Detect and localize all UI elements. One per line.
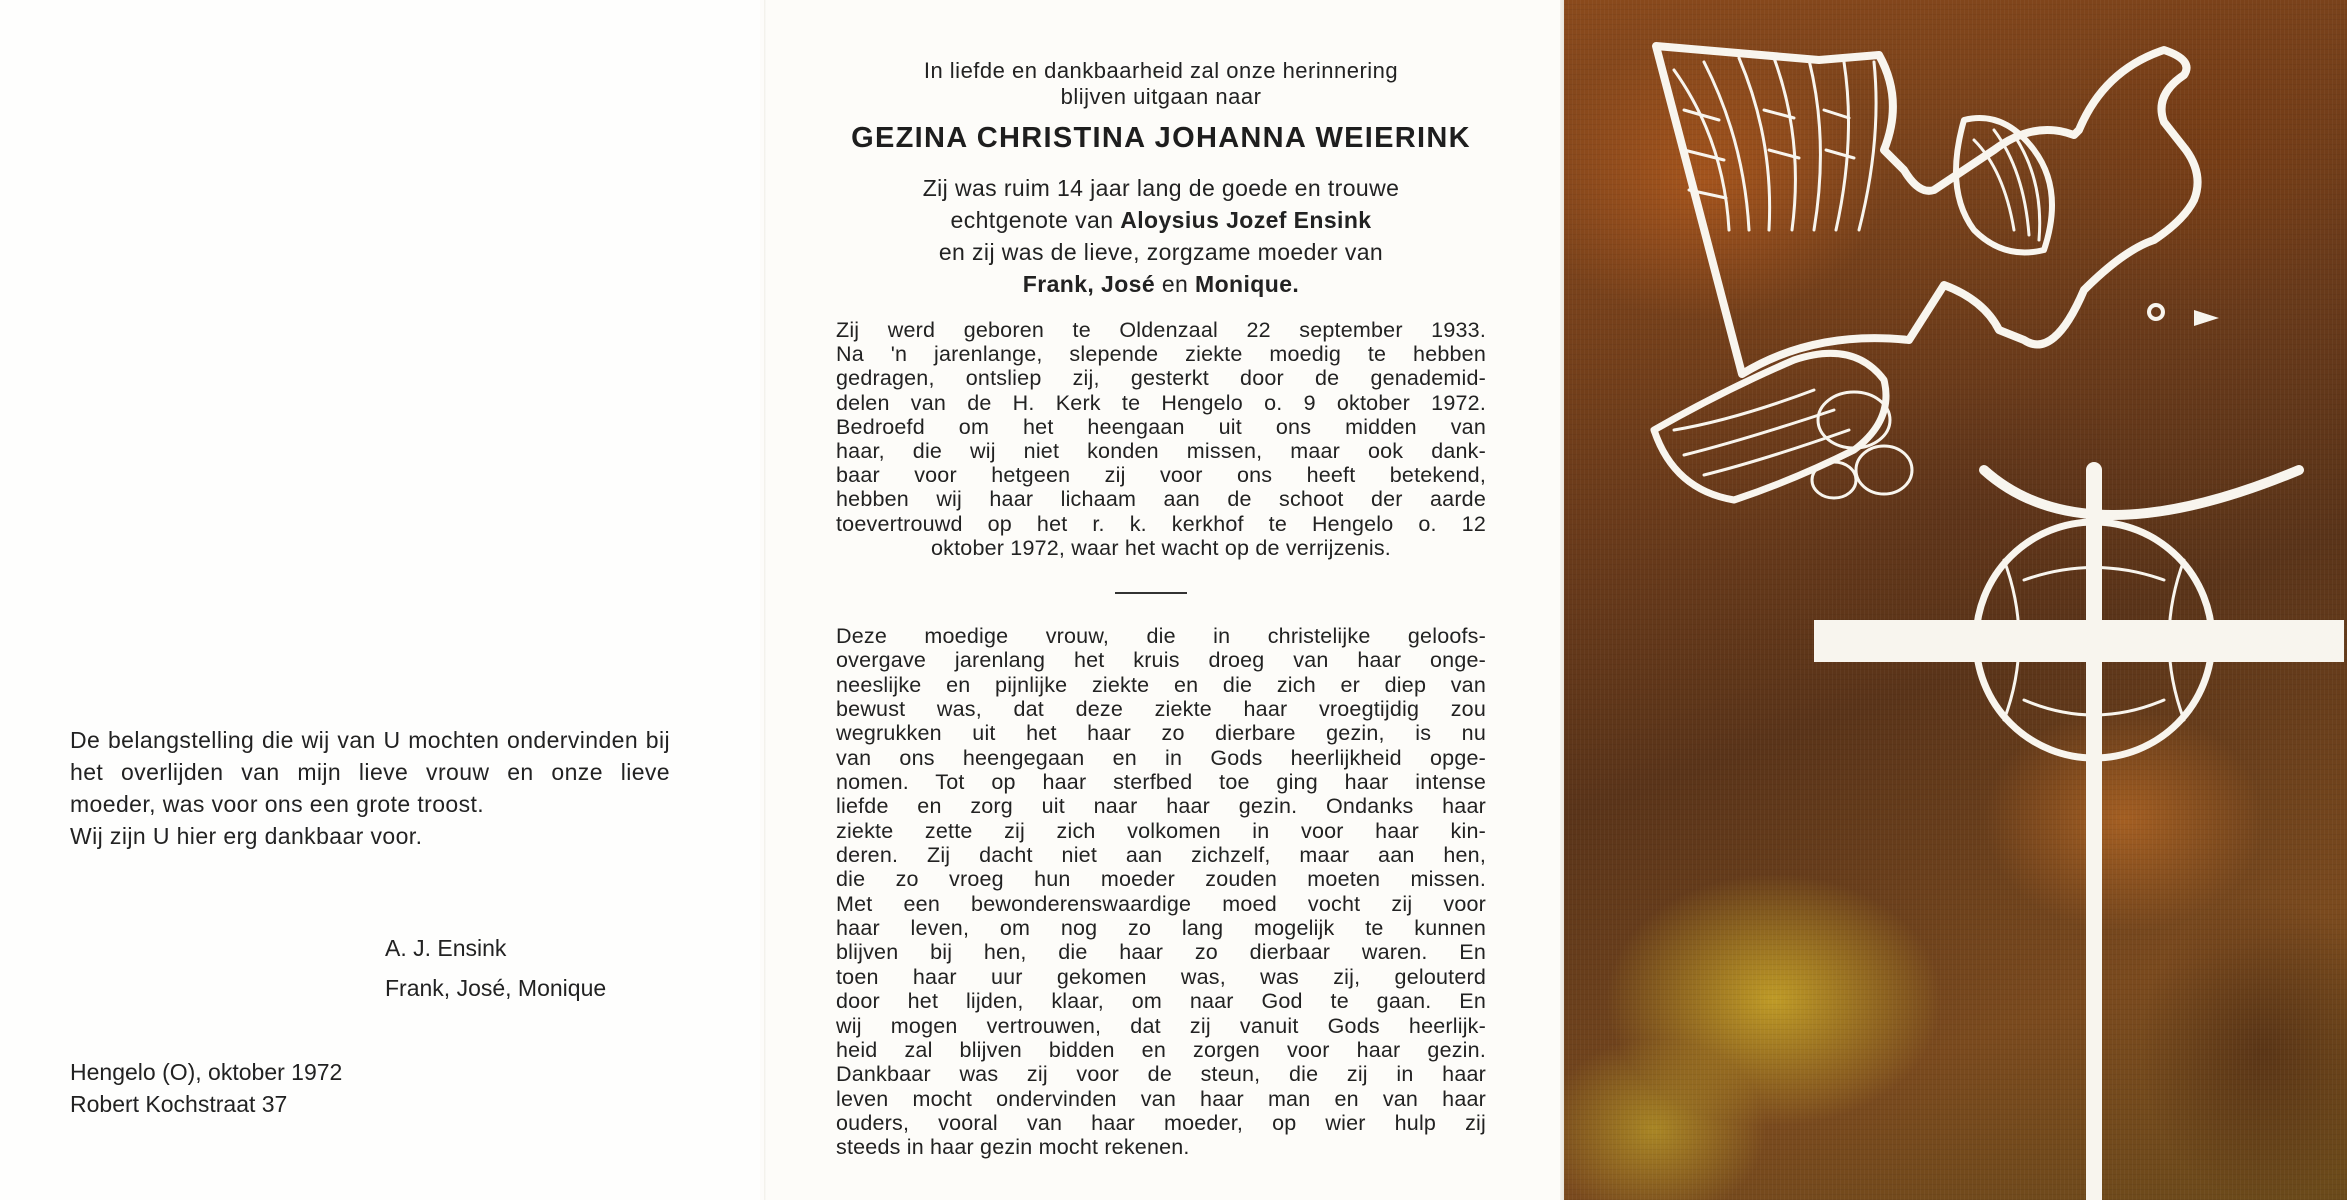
paragraph-line: Na 'n jarenlange, slepende ziekte moedig te hebben [836,342,1486,367]
street-address: Robert Kochstraat 37 [70,1091,288,1117]
family-line: en zij was de lieve, zorgzame moeder van [938,239,1384,265]
dove-and-cross-illustration [1564,0,2347,1200]
lower-wing-feathers [1674,390,1912,498]
paragraph-line: toen haar uur gekomen was, was zij, gelouterd [836,964,1486,989]
artwork-panel [1564,0,2347,1200]
paragraph-line: wegrukken uit het haar zo dierbare gezin, is nu [836,721,1486,746]
paragraph-line: Met een bewonderenswaardige moed vocht zij voor [836,891,1486,916]
dove-tail-curve [1984,470,2299,515]
child-name: Frank, [1022,271,1095,297]
paragraph-line: toevertrouwd op het r. k. kerkhof te Hengelo o. 12 [836,511,1486,536]
paragraph-line: deren. Zij dacht niet aan zichzelf, maar aan hen, [836,843,1486,868]
signer-children: Frank, José, Monique [385,975,607,1001]
paragraph-line: door het lijden, klaar, om naar God te gaan. En [836,989,1486,1014]
paragraph-line: liefde en zorg uit naar haar gezin. Ondanks haar [836,794,1486,819]
dove-second-wing [1956,118,2052,253]
paragraph-line: steeds in haar gezin mocht rekenen. [836,1135,1190,1160]
signer-husband: A. J. Ensink [385,935,507,961]
intro-line: blijven uitgaan naar [1060,84,1262,109]
paragraph-line: die zo vroeg hun moeder zouden moeten missen. [836,867,1486,892]
biography-paragraph [836,318,1486,560]
paragraph-line: wij mogen vertrouwen, dat zij vanuit Gods heerlijk- [836,1013,1486,1038]
children-line [836,268,1486,300]
paragraph-line: neeslijke en pijnlijke ziekte en die zich er diep van [836,672,1486,697]
paragraph-line: blijven bij hen, die haar zo dierbaar waren. En [836,940,1486,965]
cross-horizontal-beam [1814,620,2344,662]
paragraph-line: oktober 1972, waar het wacht op de verrijzenis. [931,535,1391,560]
family-line [836,204,1486,236]
middle-panel [766,0,1560,1200]
dove-body-outline [1656,46,2198,374]
paragraph-line: bewust was, dat deze ziekte haar vroegtijdig zou [836,697,1486,722]
husband-name: Aloysius Jozef Ensink [1120,207,1372,233]
paragraph-line: Zij werd geboren te Oldenzaal 22 september 1933. [836,318,1486,342]
intro-text [836,58,1486,110]
thank-you-message [70,724,670,852]
signers [385,928,685,1008]
paragraph-line: Deze moedige vrouw, die in christelijke geloofs- [836,624,1486,648]
conjunction: en [1161,271,1189,297]
paragraph-line: leven mocht ondervinden van haar man en van haar [836,1086,1486,1111]
family-relations [836,172,1486,300]
divider-line [1115,592,1187,594]
paragraph-line: delen van de H. Kerk te Hengelo o. 9 oktober 1972. [836,390,1486,415]
paragraph-line: ouders, vooral van haar moeder, op wier hulp zij [836,1110,1486,1135]
paragraph-line: gedragen, ontsliep zij, gesterkt door de genademid- [836,366,1486,391]
deceased-name: GEZINA CHRISTINA JOHANNA WEIERINK [851,122,1471,154]
paragraph-line: haar, die wij niet konden missen, maar ook dank- [836,439,1486,464]
paragraph-line: van ons heengegaan en in Gods heerlijkheid opge- [836,745,1486,770]
thanks-line: Wij zijn U hier erg dankbaar voor. [70,823,423,849]
place-date: Hengelo (O), oktober 1972 [70,1059,343,1085]
left-panel [0,0,760,1200]
upper-wing-feathers [1674,58,1876,230]
intro-line: In liefde en dankbaarheid zal onze herinnering [923,58,1399,83]
paragraph-line: overgave jarenlang het kruis droeg van haar onge- [836,648,1486,673]
spouse-prefix: echtgenote van [950,207,1114,233]
paragraph-line: heid zal blijven bidden en zorgen voor haar gezin. [836,1037,1486,1062]
paragraph-line: Bedroefd om het heengaan uit ons midden van [836,414,1486,439]
dove-beak [2194,310,2219,326]
child-name: José [1101,271,1156,297]
thanks-line: De belangstelling die wij van U mochten ondervinden bij het overlijden van mijn lieve vrouw en onze lieve moeder, was voor ons een grote troost. [70,727,670,817]
paragraph-line: ziekte zette zij zich volkomen in voor haar kin- [836,818,1486,843]
family-line: Zij was ruim 14 jaar lang de goede en trouwe [922,175,1400,201]
dove-eye [2149,305,2163,319]
paragraph-line: hebben wij haar lichaam aan de schoot der aarde [836,487,1486,512]
child-name: Monique. [1195,271,1300,297]
paragraph-line: Dankbaar was zij voor de steun, die zij in haar [836,1062,1486,1087]
place-date-address [70,1056,342,1120]
paragraph-line: baar voor hetgeen zij voor ons heeft betekend, [836,463,1486,488]
paragraph-line: haar leven, om nog zo lang mogelijk te kunnen [836,916,1486,941]
tribute-paragraph [836,624,1486,1160]
paragraph-line: nomen. Tot op haar sterfbed toe ging haar intense [836,770,1486,795]
